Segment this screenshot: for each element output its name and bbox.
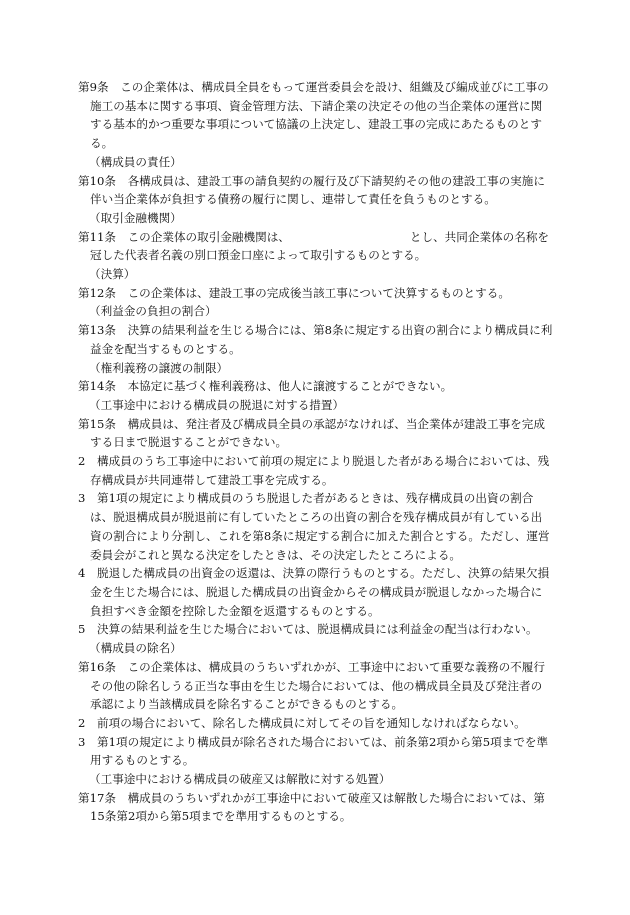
article-heading: 第12条: [78, 285, 116, 300]
article-body: 本協定に基づく権利義務は、他人に譲渡することができない。: [127, 379, 453, 394]
paragraph-number: 3: [78, 734, 86, 749]
paragraph-number: 2: [78, 715, 86, 730]
paragraph-text: 構成員のうち工事途中において前項の規定により脱退した者がある場合においては、残存構成員が共同連帯して建設工事を完成する。: [90, 454, 550, 487]
paragraph-number: 2: [78, 454, 86, 469]
paragraph-item: [78, 452, 553, 489]
article-10: [78, 172, 553, 209]
article-caption: （構成員の除名）: [89, 641, 182, 656]
article-heading: 第17条: [78, 790, 116, 805]
article-caption: （取引金融機関）: [89, 210, 182, 225]
article-9: [78, 78, 553, 153]
article-13: [78, 321, 553, 358]
paragraph-text: 第1項の規定により構成員が除名された場合においては、前条第2項から第5項までを準用するものとする。: [90, 734, 549, 768]
article-heading: 第16条: [78, 659, 116, 674]
paragraph-item: [78, 733, 553, 770]
paragraph-text: 脱退した構成員の出資金の返還は、決算の際行うものとする。ただし、決算の結果欠損金を生じた場合には、脱退した構成員の出資金からその構成員が脱退しなかった場合に負担すべき金額を控除した金額を返還するものとする。: [90, 566, 550, 618]
article-heading: 第14条: [78, 379, 116, 394]
paragraph-item: [78, 564, 553, 620]
article-caption: （工事途中における構成員の脱退に対する措置）: [89, 397, 345, 412]
article-15: [78, 415, 553, 452]
article-body: 構成員は、発注者及び構成員全員の承認がなければ、当企業体が建設工事を完成する日まで脱退することができない。: [90, 416, 545, 450]
article-body: 各構成員は、建設工事の請負契約の履行及び下請契約その他の建設工事の実施に伴い当企業体が負担する債務の履行に関し、連帯して責任を負うものとする。: [90, 173, 545, 207]
article-body: この企業体は、建設工事の完成後当該工事について決算するものとする。: [127, 285, 510, 300]
article-17: [78, 789, 553, 826]
article-body: 構成員のうちいずれかが工事途中において破産又は解散した場合においては、第15条第2項から第5項までを準用するものとする。: [90, 790, 545, 824]
document-page: [78, 78, 553, 826]
article-heading: 第13条: [78, 323, 116, 338]
article-heading: 第15条: [78, 416, 116, 431]
article-body: 決算の結果利益を生じる場合には、第8条に規定する出資の割合により構成員に利益金を配当するものとする。: [90, 323, 553, 356]
article-caption: （利益金の負担の割合）: [89, 304, 217, 319]
article-body-continued: とし、共同企業体の名称を冠した代表者名義の別口預金口座によって取引するものとする。: [90, 229, 550, 263]
article-body: この企業体の取引金融機関は、: [127, 229, 290, 244]
paragraph-text: 第1項の規定により構成員のうち脱退した者があるときは、残存構成員の出資の割合は、脱退構成員が脱退前に有していたところの出資の割合を残存構成員が有している出資の割合により分割し、これを第8条に規定する割合に加えた割合とする。ただし、運営委員会がこれと異なる決定をしたときは、その決定したところによる。: [90, 491, 550, 562]
article-caption: （構成員の責任）: [89, 154, 182, 169]
article-caption: （権利義務の譲渡の制限）: [89, 360, 229, 375]
article-heading: 第9条: [78, 80, 109, 94]
article-heading: 第11条: [78, 229, 116, 244]
article-14: [78, 377, 553, 396]
paragraph-text: 前項の場合において、除名した構成員に対してその旨を通知しなければならない。: [97, 715, 526, 730]
article-body: この企業体は、構成員のうちいずれかが、工事途中において重要な義務の不履行その他の除名しうる正当な事由を生じた場合においては、他の構成員全員及び発注者の承認により当該構成員を除名することができるものとする。: [90, 659, 545, 712]
article-body: この企業体は、構成員全員をもって運営委員会を設け、組織及び編成並びに工事の施工の基本に関する事項、資金管理方法、下請企業の決定その他の当企業体の運営に関する基本的かつ重要な事項について協議の上決定し、建設工事の完成にあたるものとする。: [90, 80, 549, 151]
article-caption: （決算）: [89, 267, 136, 282]
paragraph-item: [78, 620, 553, 639]
paragraph-item: [78, 489, 553, 564]
paragraph-item: [78, 714, 553, 733]
article-11: [78, 228, 553, 265]
paragraph-number: 4: [78, 566, 86, 581]
article-caption: （工事途中における構成員の破産又は解散に対する処置）: [89, 772, 391, 787]
article-16: [78, 658, 553, 714]
article-12: [78, 284, 553, 303]
paragraph-text: 決算の結果利益を生じた場合においては、脱退構成員には利益金の配当は行わない。: [97, 622, 538, 637]
article-heading: 第10条: [78, 173, 116, 188]
paragraph-number: 3: [78, 491, 86, 506]
paragraph-number: 5: [78, 622, 86, 637]
